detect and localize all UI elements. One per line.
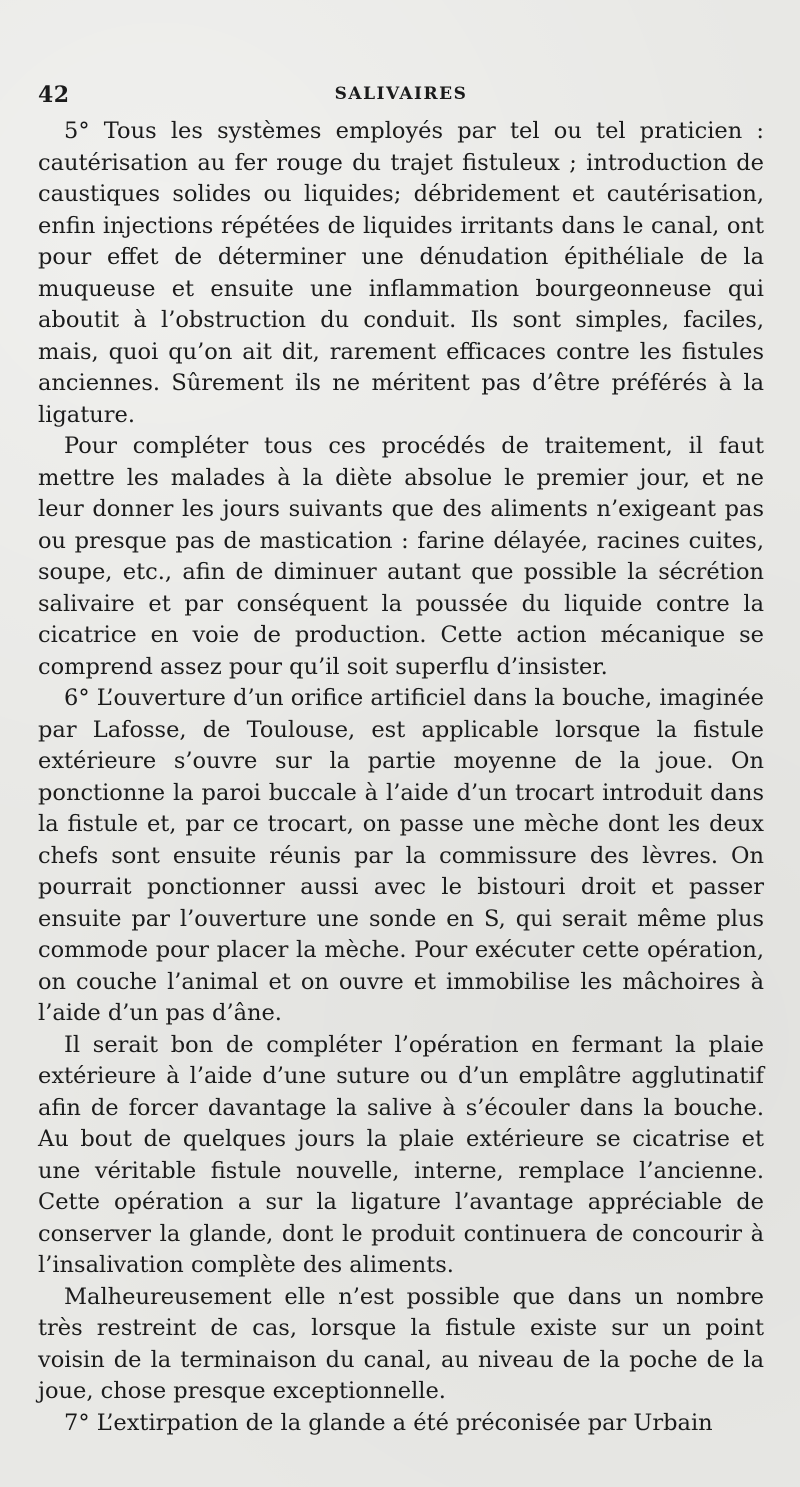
paragraph-extirpation: 7° L’extirpation de la glande a été préconisée par Urbain <box>64 1409 713 1436</box>
body-text <box>38 116 764 1439</box>
running-title: SALIVAIRES <box>334 84 468 104</box>
paragraph-artificial-orifice: 6° L’ouverture d’un orifice artificiel dans la bouche, imaginée par Lafosse, de Toulouse, est applicable lorsque la fistule extérieure s’ouvre sur la partie moyenne de la joue. On ponctionne la paroi buccale à l’aide d’un trocart introduit dans la fistule et, par ce trocart, on passe une mèche dont les deux chefs sont ensuite réunis par la commissure des lèvres. On pourrait ponctionner aussi avec le bistouri droit et passer ensuite par l’ouverture une sonde en S, qui serait même plus commode pour placer la mèche. Pour exécuter cette opération, on couche l’animal et on ouvre et immobilise les mâchoires à l’aide d’un pas d’âne. <box>38 685 764 1026</box>
page-header <box>38 82 764 112</box>
paragraph-diet: Pour compléter tous ces procédés de traitement, il faut mettre les malades à la diète absolue le premier jour, et ne leur donner les jours suivants que des aliments n’exigeant pas ou presque pas de mastication : farine délayée, racines cuites, soupe, etc., afin de diminuer autant que possible la sécrétion salivaire et par conséquent la poussée du liquide contre la cicatrice en voie de production. Cette action mécanique se comprend assez pour qu’il soit superflu d’insister. <box>38 433 764 680</box>
paragraph-restriction: Malheureusement elle n’est possible que dans un nombre très restreint de cas, lorsque la fistule existe sur un point voisin de la terminaison du canal, au niveau de la poche de la joue, chose presque exceptionnelle. <box>38 1283 764 1404</box>
paragraph-cauterisation: 5° Tous les systèmes employés par tel ou tel praticien : cautérisation au fer rouge du trajet fistuleux ; introduction de caustiques solides ou liquides; débridement et cautérisation, enfin injections répétées de liquides irritants dans le canal, ont pour effet de déterminer une dénudation épithéliale de la muqueuse et ensuite une inflammation bourgeonneuse qui aboutit à l’obstruction du conduit. Ils sont simples, faciles, mais, quoi qu’on ait dit, rarement efficaces contre les fistules anciennes. Sûrement ils ne méritent pas d’être préférés à la ligature. <box>38 118 764 428</box>
paragraph-suture: Il serait bon de compléter l’opération en fermant la plaie extérieure à l’aide d’une suture ou d’un emplâtre agglutinatif afin de forcer davantage la salive à s’écouler dans la bouche. Au bout de quelques jours la plaie extérieure se cicatrise et une véritable fistule nouvelle, interne, remplace l’ancienne. Cette opération a sur la ligature l’avantage appréciable de conserver la glande, dont le produit continuera de concourir à l’insalivation complète des aliments. <box>38 1031 764 1278</box>
page-number: 42 <box>38 82 70 108</box>
